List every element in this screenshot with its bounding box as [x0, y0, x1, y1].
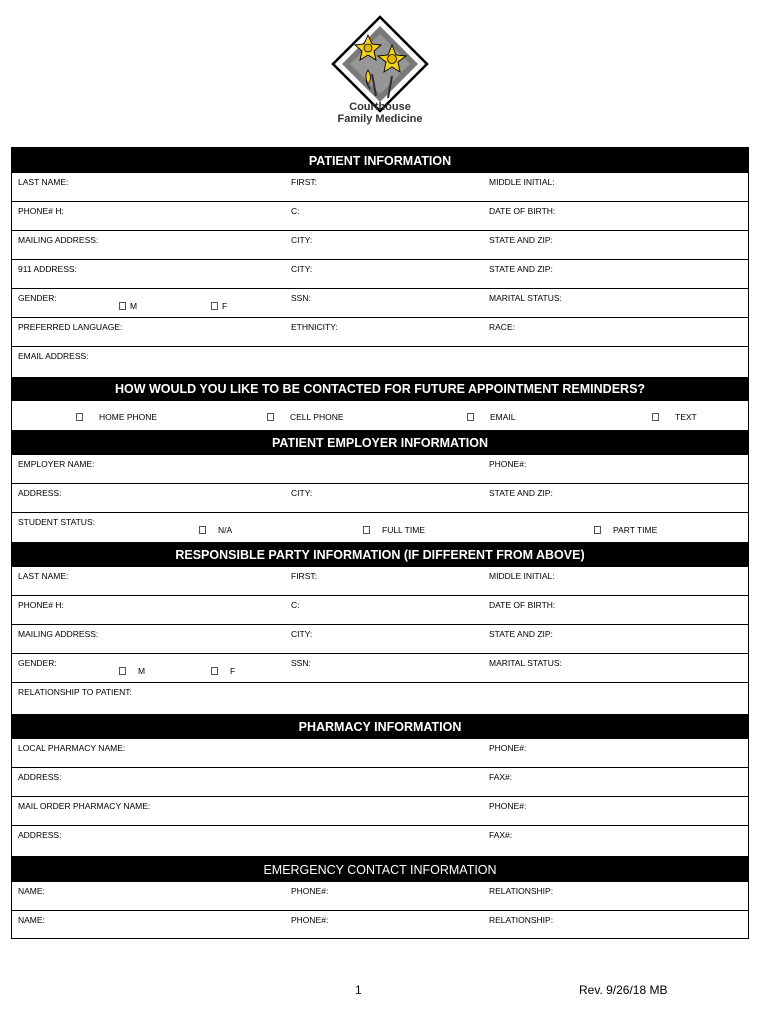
state-zip-label: STATE AND ZIP: — [489, 629, 553, 639]
contact-email-option[interactable] — [467, 412, 516, 422]
mailing-address-label: MAILING ADDRESS: — [18, 235, 99, 245]
mailing-address-label: MAILING ADDRESS: — [18, 629, 99, 639]
employer-address-label: ADDRESS: — [18, 488, 62, 498]
pharmacy-address-label: ADDRESS: — [18, 772, 62, 782]
state-zip-label: STATE AND ZIP: — [489, 264, 553, 274]
checkbox-icon[interactable] — [594, 526, 601, 534]
employer-name-label: EMPLOYER NAME: — [18, 459, 95, 469]
responsible-row-mailing[interactable] — [12, 625, 748, 654]
responsible-row-phone[interactable] — [12, 596, 748, 625]
emergency-phone-label: PHONE#: — [291, 886, 329, 896]
responsible-party-header: RESPONSIBLE PARTY INFORMATION (IF DIFFERENT FROM ABOVE) — [12, 542, 748, 567]
ethnicity-label: ETHNICITY: — [291, 322, 338, 332]
checkbox-icon[interactable] — [199, 526, 206, 534]
pharmacy-row-mail-order[interactable] — [12, 797, 748, 826]
middle-initial-label: MIDDLE INITIAL: — [489, 571, 555, 581]
pharmacy-info-header: PHARMACY INFORMATION — [12, 714, 748, 739]
phone-home-label: PHONE# H: — [18, 206, 64, 216]
responsible-row-name[interactable] — [12, 567, 748, 596]
checkbox-icon[interactable] — [467, 413, 474, 421]
student-part-time-option[interactable] — [594, 525, 657, 535]
part-time-label: PART TIME — [613, 525, 658, 535]
first-name-label: FIRST: — [291, 177, 317, 187]
employer-phone-label: PHONE#: — [489, 459, 527, 469]
emergency-relationship-label: RELATIONSHIP: — [489, 915, 554, 925]
mail-order-address-label: ADDRESS: — [18, 830, 62, 840]
relationship-to-patient-label: RELATIONSHIP TO PATIENT: — [18, 687, 132, 697]
gender-m-label: M — [130, 301, 138, 311]
contact-cell-option[interactable] — [267, 412, 344, 422]
gender-m-option[interactable] — [119, 301, 137, 311]
patient-row-email[interactable] — [12, 347, 748, 377]
ssn-label: SSN: — [291, 293, 311, 303]
gender-f-label: F — [230, 666, 236, 676]
ssn-label: SSN: — [291, 658, 311, 668]
middle-initial-label: MIDDLE INITIAL: — [489, 177, 555, 187]
page-number: 1 — [355, 983, 362, 997]
employer-row-name[interactable] — [12, 455, 748, 484]
checkbox-icon[interactable] — [119, 667, 126, 675]
gender-label: GENDER: — [18, 293, 57, 303]
state-zip-label: STATE AND ZIP: — [489, 235, 553, 245]
dob-label: DATE OF BIRTH: — [489, 600, 556, 610]
gender-f-label: F — [222, 301, 228, 311]
student-full-time-option[interactable] — [363, 525, 425, 535]
emergency-row-1[interactable] — [12, 882, 748, 911]
gender-m-option[interactable] — [119, 666, 145, 676]
email-address-label: EMAIL ADDRESS: — [18, 351, 89, 361]
first-name-label: FIRST: — [291, 571, 317, 581]
na-label: N/A — [218, 525, 233, 535]
patient-row-phone[interactable] — [12, 202, 748, 231]
contact-options-row — [12, 401, 748, 430]
contact-text-option[interactable] — [652, 412, 697, 422]
marital-status-label: MARITAL STATUS: — [489, 293, 562, 303]
race-label: RACE: — [489, 322, 515, 332]
pharmacy-row-local[interactable] — [12, 739, 748, 768]
patient-row-name[interactable] — [12, 173, 748, 202]
pharmacy-row-address2[interactable] — [12, 826, 748, 856]
employer-info-header: PATIENT EMPLOYER INFORMATION — [12, 430, 748, 455]
full-time-label: FULL TIME — [382, 525, 425, 535]
mail-order-fax-label: FAX#: — [489, 830, 513, 840]
emergency-phone-label: PHONE#: — [291, 915, 329, 925]
last-name-label: LAST NAME: — [18, 177, 69, 187]
gender-f-option[interactable] — [211, 301, 227, 311]
patient-row-911[interactable] — [12, 260, 748, 289]
student-na-option[interactable] — [199, 525, 232, 535]
checkbox-icon[interactable] — [211, 302, 218, 310]
local-pharmacy-label: LOCAL PHARMACY NAME: — [18, 743, 126, 753]
city-label: CITY: — [291, 264, 313, 274]
emergency-relationship-label: RELATIONSHIP: — [489, 886, 554, 896]
org-name-line2: Family Medicine — [337, 113, 423, 125]
phone-cell-label: C: — [291, 600, 300, 610]
employer-row-student[interactable] — [12, 513, 748, 542]
contact-preference-header: HOW WOULD YOU LIKE TO BE CONTACTED FOR FUTURE APPOINTMENT REMINDERS? — [12, 377, 748, 401]
checkbox-icon[interactable] — [211, 667, 218, 675]
mail-order-pharmacy-label: MAIL ORDER PHARMACY NAME: — [18, 801, 151, 811]
preferred-language-label: PREFERRED LANGUAGE: — [18, 322, 123, 332]
responsible-row-relationship[interactable] — [12, 683, 748, 714]
email-label: EMAIL — [490, 412, 516, 422]
patient-form — [11, 147, 749, 939]
dob-label: DATE OF BIRTH: — [489, 206, 556, 216]
contact-home-option[interactable] — [76, 412, 157, 422]
daffodil-logo — [330, 14, 430, 114]
checkbox-icon[interactable] — [363, 526, 370, 534]
emergency-name-label: NAME: — [18, 915, 45, 925]
mail-order-phone-label: PHONE#: — [489, 801, 527, 811]
text-label: TEXT — [675, 412, 697, 422]
patient-row-gender[interactable] — [12, 289, 748, 318]
employer-state-zip-label: STATE AND ZIP: — [489, 488, 553, 498]
checkbox-icon[interactable] — [76, 413, 83, 421]
employer-city-label: CITY: — [291, 488, 313, 498]
home-phone-label: HOME PHONE — [99, 412, 158, 422]
patient-row-mailing[interactable] — [12, 231, 748, 260]
cell-phone-label: CELL PHONE — [290, 412, 344, 422]
pharmacy-row-address[interactable] — [12, 768, 748, 797]
responsible-row-gender[interactable] — [12, 654, 748, 683]
emergency-row-2[interactable] — [12, 911, 748, 940]
911-address-label: 911 ADDRESS: — [18, 264, 77, 274]
revision-label: Rev. 9/26/18 MB — [579, 983, 668, 997]
gender-label: GENDER: — [18, 658, 57, 668]
marital-status-label: MARITAL STATUS: — [489, 658, 562, 668]
checkbox-icon[interactable] — [652, 413, 659, 421]
gender-m-label: M — [138, 666, 146, 676]
emergency-name-label: NAME: — [18, 886, 45, 896]
org-name-line1: Courthouse — [349, 101, 411, 113]
city-label: CITY: — [291, 629, 313, 639]
org-name — [300, 101, 460, 125]
gender-f-option[interactable] — [211, 666, 235, 676]
checkbox-icon[interactable] — [267, 413, 274, 421]
checkbox-icon[interactable] — [119, 302, 126, 310]
phone-cell-label: C: — [291, 206, 300, 216]
patient-row-language[interactable] — [12, 318, 748, 347]
last-name-label: LAST NAME: — [18, 571, 69, 581]
pharmacy-fax-label: FAX#: — [489, 772, 513, 782]
pharmacy-phone-label: PHONE#: — [489, 743, 527, 753]
employer-row-address[interactable] — [12, 484, 748, 513]
emergency-contact-header: EMERGENCY CONTACT INFORMATION — [12, 856, 748, 882]
patient-info-header: PATIENT INFORMATION — [12, 148, 748, 173]
phone-home-label: PHONE# H: — [18, 600, 64, 610]
student-status-label: STUDENT STATUS: — [18, 517, 95, 527]
city-label: CITY: — [291, 235, 313, 245]
